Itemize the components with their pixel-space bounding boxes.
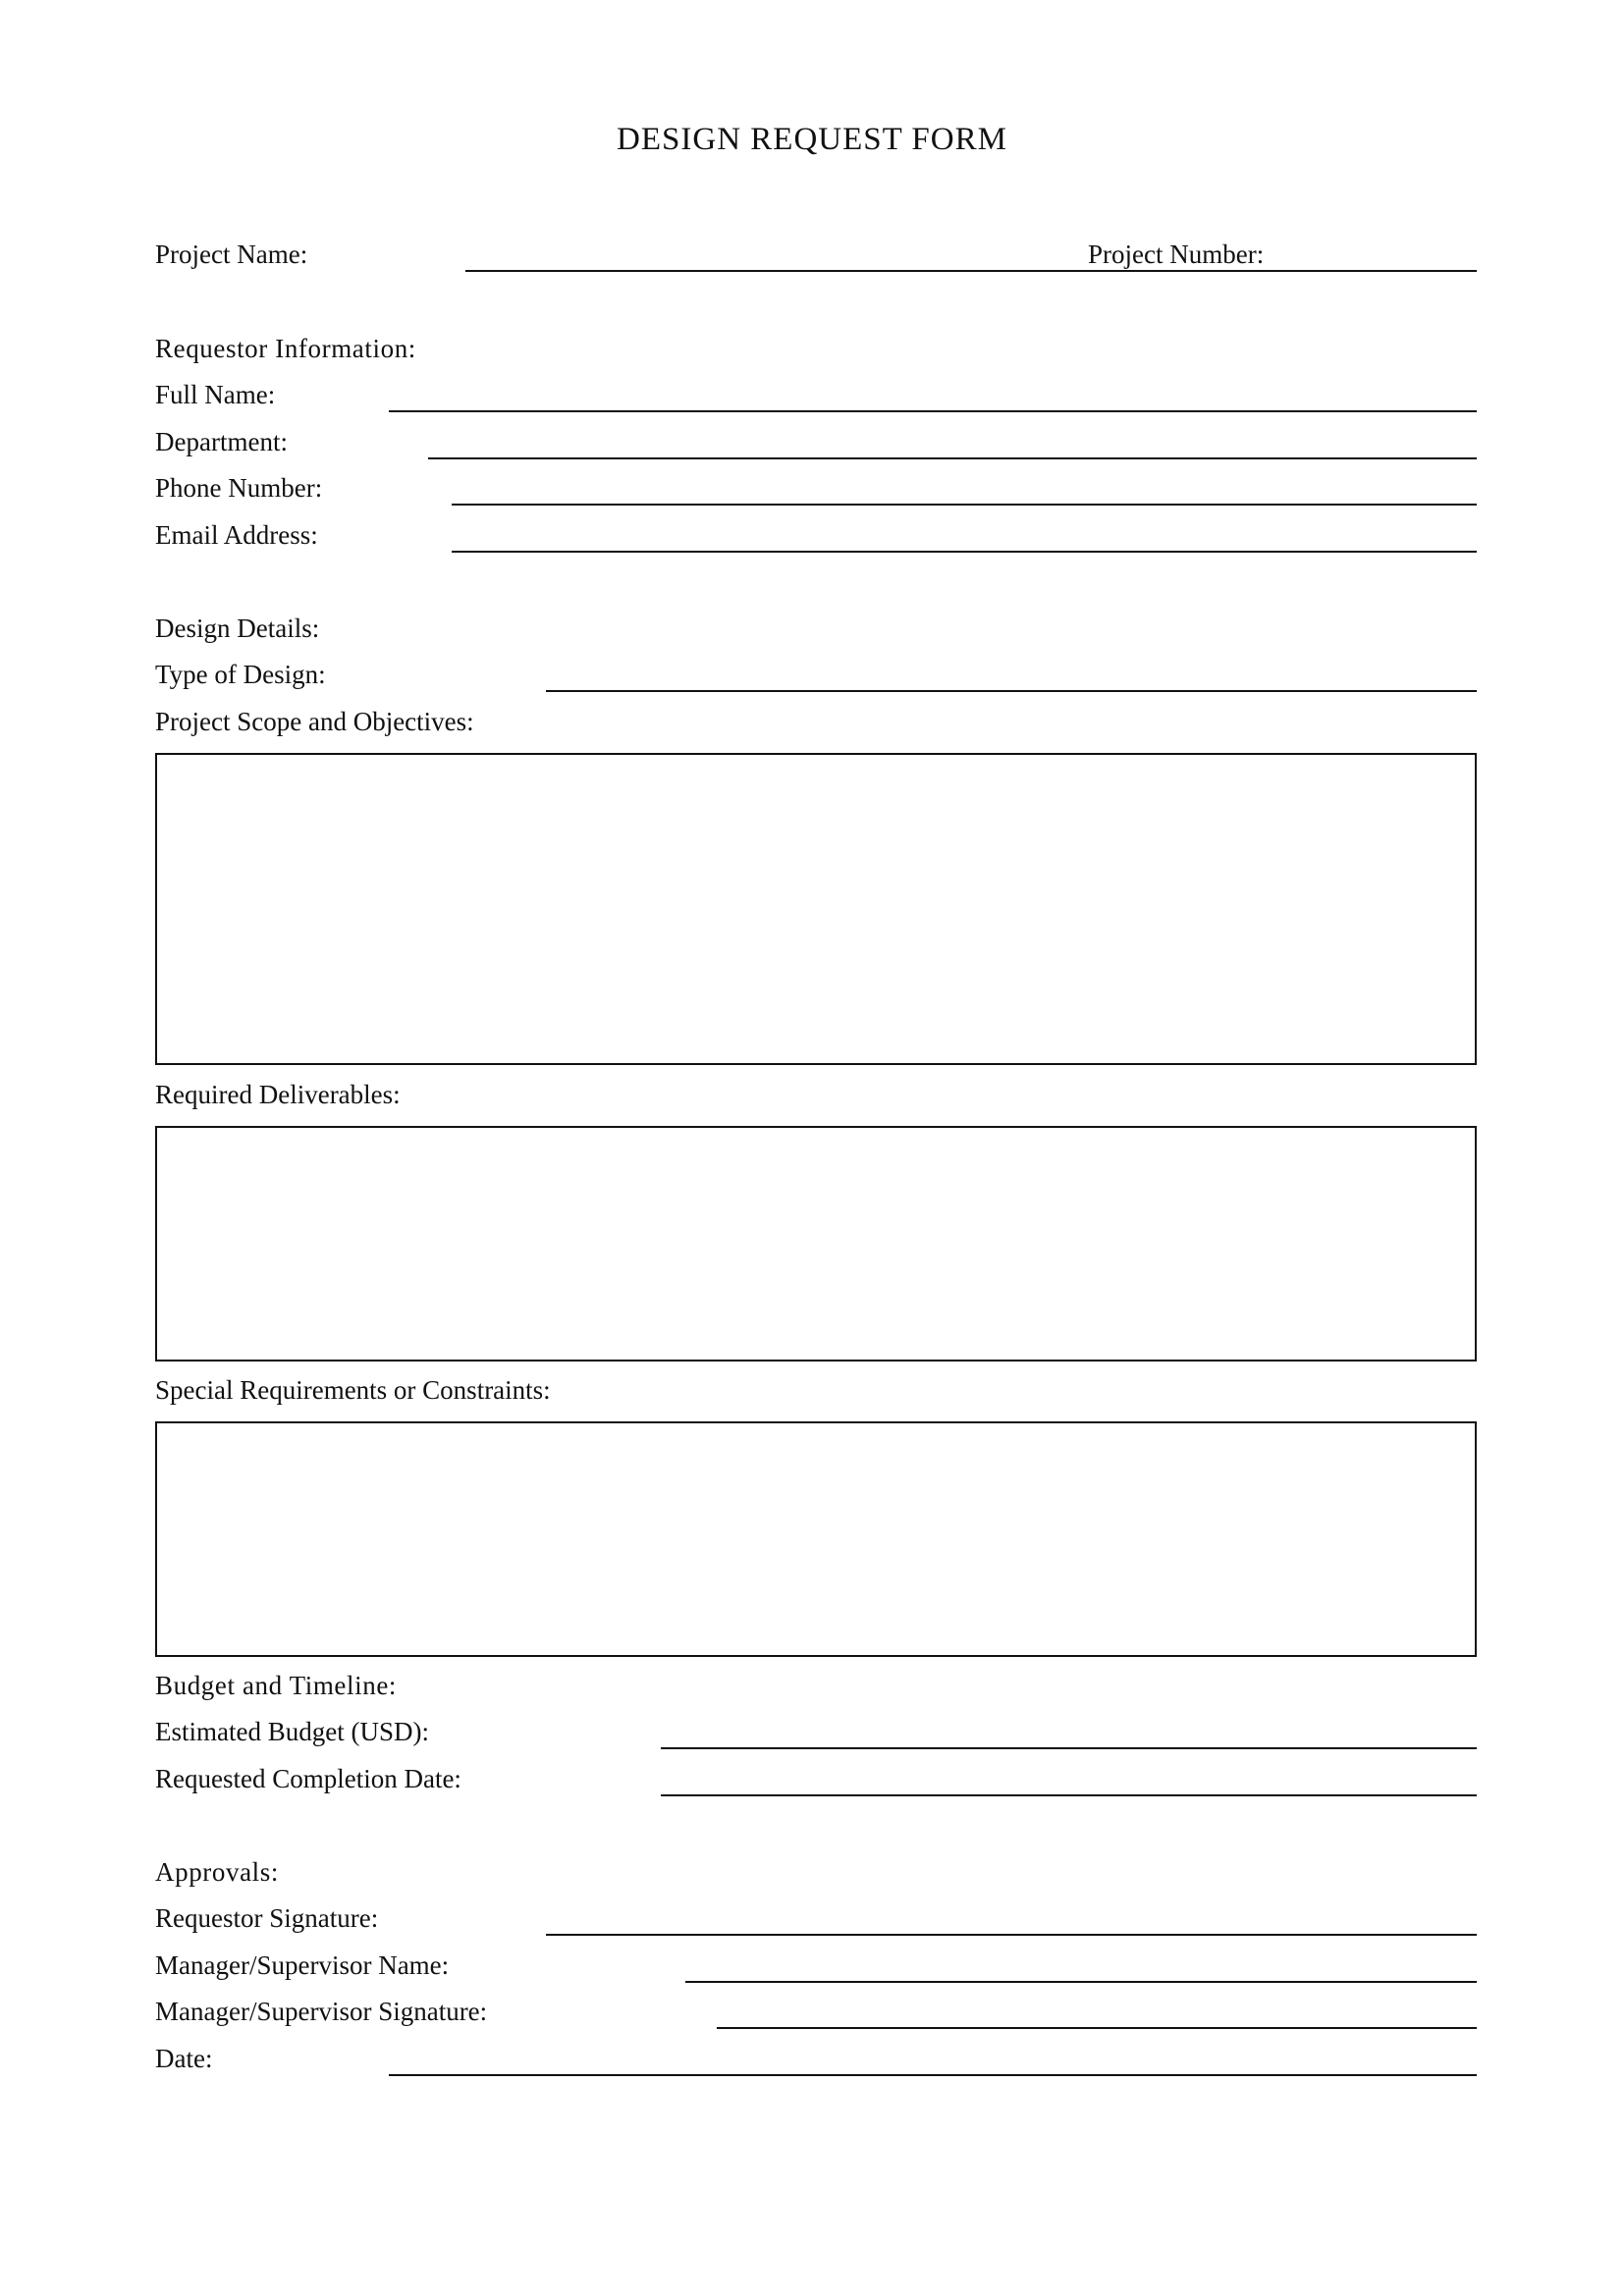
full-name-field[interactable] — [389, 410, 1477, 412]
phone-number-label: Phone Number: — [155, 473, 323, 503]
design-details-heading: Design Details: — [155, 614, 320, 643]
email-address-label: Email Address: — [155, 520, 318, 550]
manager-name-label: Manager/Supervisor Name: — [155, 1950, 450, 1980]
estimated-budget-field[interactable] — [661, 1747, 1477, 1749]
project-scope-label: Project Scope and Objectives: — [155, 707, 474, 736]
special-requirements-textarea[interactable] — [155, 1421, 1477, 1657]
requestor-information-heading: Requestor Information: — [155, 334, 416, 363]
date-label: Date: — [155, 2044, 213, 2073]
form-title: DESIGN REQUEST FORM — [617, 122, 1007, 157]
department-field[interactable] — [428, 457, 1477, 459]
manager-signature-field[interactable] — [717, 2027, 1477, 2029]
required-deliverables-textarea[interactable] — [155, 1126, 1477, 1362]
project-name-label: Project Name: — [155, 240, 308, 269]
approvals-heading: Approvals: — [155, 1857, 279, 1887]
budget-timeline-heading: Budget and Timeline: — [155, 1671, 398, 1700]
requestor-signature-field[interactable] — [546, 1934, 1477, 1936]
full-name-label: Full Name: — [155, 380, 276, 409]
email-address-field[interactable] — [452, 551, 1477, 553]
requestor-signature-label: Requestor Signature: — [155, 1903, 379, 1933]
date-field[interactable] — [389, 2074, 1477, 2076]
special-requirements-label: Special Requirements or Constraints: — [155, 1375, 551, 1405]
type-of-design-label: Type of Design: — [155, 660, 326, 689]
required-deliverables-label: Required Deliverables: — [155, 1080, 401, 1109]
department-label: Department: — [155, 427, 288, 456]
project-scope-textarea[interactable] — [155, 753, 1477, 1065]
requested-completion-date-label: Requested Completion Date: — [155, 1764, 461, 1793]
project-name-field[interactable] — [465, 270, 1477, 272]
requested-completion-date-field[interactable] — [661, 1794, 1477, 1796]
phone-number-field[interactable] — [452, 504, 1477, 506]
manager-signature-label: Manager/Supervisor Signature: — [155, 1997, 488, 2026]
estimated-budget-label: Estimated Budget (USD): — [155, 1717, 429, 1746]
manager-name-field[interactable] — [685, 1981, 1477, 1983]
type-of-design-field[interactable] — [546, 690, 1477, 692]
project-number-label: Project Number: — [1088, 240, 1265, 269]
